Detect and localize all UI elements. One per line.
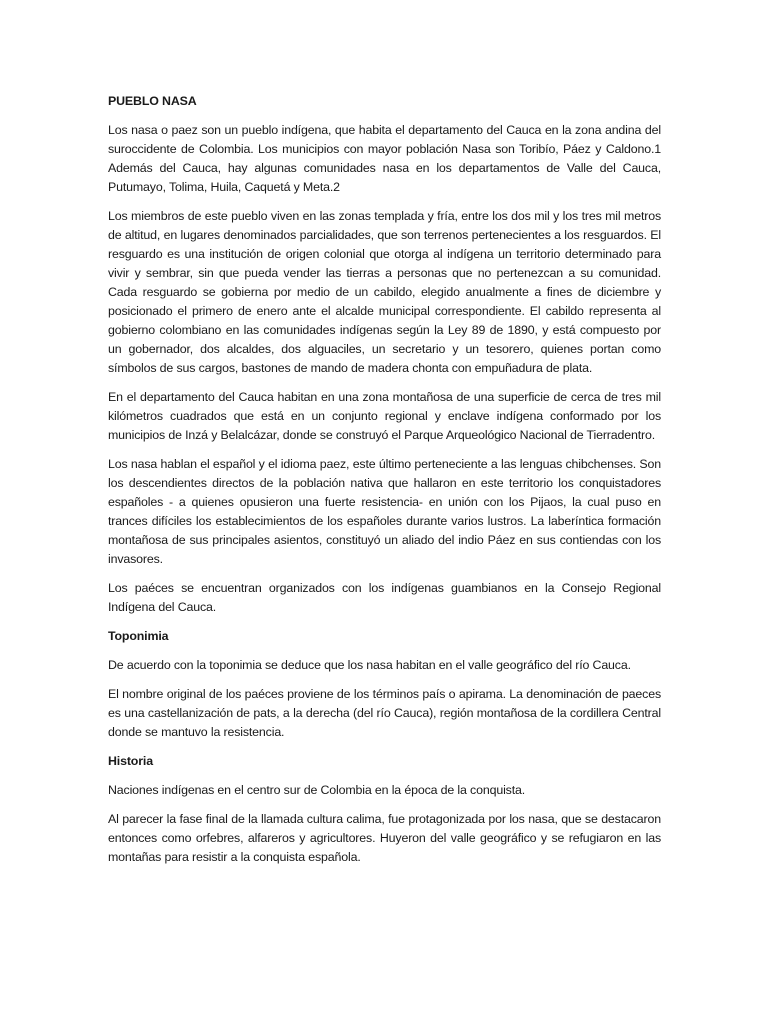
document-title: PUEBLO NASA — [108, 94, 197, 108]
paragraph-language: Los nasa hablan el español y el idioma paez, este último perteneciente a las lenguas chibchenses. Son los descendientes directos de la población nativa que hallaron en este territorio los conquistadores españoles - a quienes opusieron una fuerte resistencia- en unión con los Pijaos, la cual puso en trances difíciles los establecimientos de los españoles durante varios lustros. La laberíntica formación montañosa de sus principales asientos, constituyó un aliado del indio Páez en sus contiendas con los invasores. — [108, 457, 661, 566]
paragraph-resguardos: Los miembros de este pueblo viven en las zonas templada y fría, entre los dos mil y los tres mil metros de altitud, en lugares denominados parcialidades, que son terrenos pertenecientes a los resguardos. El resguardo es una institución de origen colonial que otorga al indígena un territorio determinado para vivir y sembrar, sin que pueda vender las tierras a personas que no pertenezcan a su comunidad. Cada resguardo se gobierna por medio de un cabildo, elegido anualmente a fines de diciembre y posicionado el primero de enero ante el alcalde municipal correspondiente. El cabildo representa al gobierno colombiano en las comunidades indígenas según la Ley 89 de 1890, y está compuesto por un gobernador, dos alcaldes, dos alguaciles, un secretario y un tesorero, quienes portan como símbolos de sus cargos, bastones de mando de madera chonta con empuñadura de plata. — [108, 209, 661, 375]
document-page — [108, 92, 661, 877]
paragraph-organization: Los paéces se encuentran organizados con los indígenas guambianos en la Consejo Regional Indígena del Cauca. — [108, 581, 661, 614]
paragraph-intro: Los nasa o paez son un pueblo indígena, que habita el departamento del Cauca en la zona andina del suroccidente de Colombia. Los municipios con mayor población Nasa son Toribío, Páez y Caldono.1 Además del Cauca, hay algunas comunidades nasa en los departamentos de Valle del Cauca, Putumayo, Tolima, Huila, Caquetá y Meta.2 — [108, 123, 661, 194]
paragraph-historia-1: Naciones indígenas en el centro sur de Colombia en la época de la conquista. — [108, 783, 526, 797]
section-heading-toponimia: Toponimia — [108, 629, 169, 643]
section-heading-historia: Historia — [108, 754, 153, 768]
paragraph-toponimia-1: De acuerdo con la toponimia se deduce que los nasa habitan en el valle geográfico del río Cauca. — [108, 658, 631, 672]
paragraph-toponimia-2: El nombre original de los paéces proviene de los términos país o apirama. La denominación de paeces es una castellanización de pats, a la derecha (del río Cauca), región montañosa de la cordillera Central donde se mantuvo la resistencia. — [108, 687, 661, 739]
paragraph-historia-2: Al parecer la fase final de la llamada cultura calima, fue protagonizada por los nasa, que se destacaron entonces como orfebres, alfareros y agricultores. Huyeron del valle geográfico y se refugiaron en las montañas para resistir a la conquista española. — [108, 812, 661, 864]
paragraph-cauca-region: En el departamento del Cauca habitan en una zona montañosa de una superficie de cerca de tres mil kilómetros cuadrados que está en un conjunto regional y enclave indígena conformado por los municipios de Inzá y Belalcázar, donde se construyó el Parque Arqueológico Nacional de Tierradentro. — [108, 390, 661, 442]
